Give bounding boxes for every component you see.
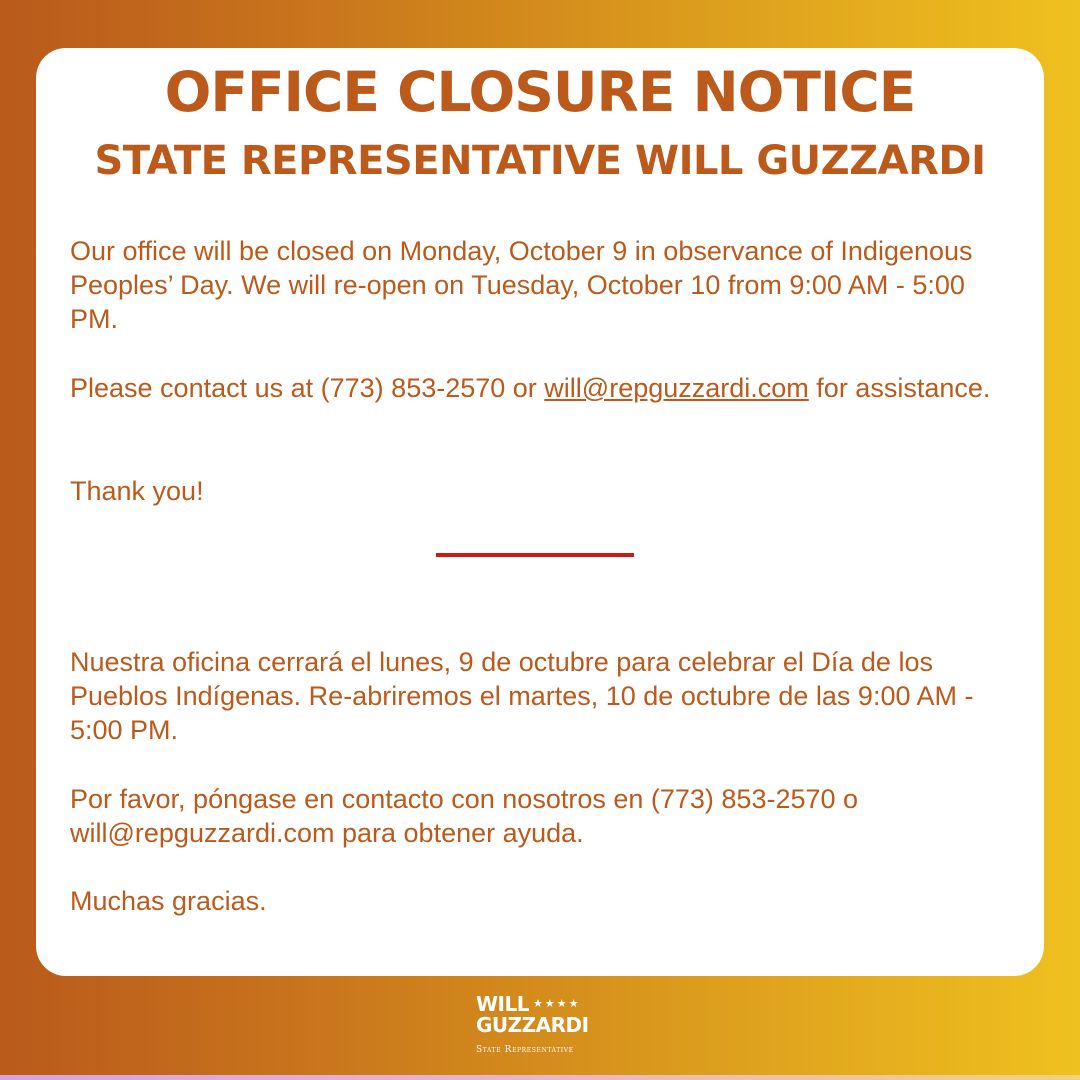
spanish-closure-text: Nuestra oficina cerrará el lunes, 9 de octubre para celebrar el Día de los Pueblos Indígenas. Re-abriremos el martes, 10 de octubre de las 9:00 AM - 5:00 PM. <box>70 647 974 745</box>
logo-first-line <box>476 994 606 1014</box>
english-thanks-text: Thank you! <box>70 476 204 506</box>
page-subtitle: STATE REPRESENTATIVE WILL GUZZARDI <box>94 138 986 184</box>
notice-card <box>36 48 1044 976</box>
english-contact-prefix: Please contact us at (773) 853-2570 or <box>70 373 545 403</box>
english-closure-text: Our office will be closed on Monday, October 9 in observance of Indigenous Peoples’ Day. We will re-open on Tuesday, October 10 from 9:00 AM - 5:00 PM. <box>70 236 973 334</box>
logo-word-will: WILL <box>476 992 529 1016</box>
star-icon: ★★★★ <box>533 997 581 1010</box>
will-guzzardi-logo <box>476 994 606 1056</box>
email-link[interactable]: will@repguzzardi.com <box>544 373 809 403</box>
english-contact-suffix: for assistance. <box>808 373 991 403</box>
bottom-accent-strip <box>0 1075 1080 1080</box>
english-contact-text <box>70 371 1020 405</box>
spanish-thanks-text: Muchas gracias. <box>70 886 267 916</box>
spanish-contact-text: Por favor, póngase en contacto con nosotros en (773) 853-2570 o will@repguzzardi.com para obtener ayuda. <box>70 784 859 848</box>
logo-word-guzzardi: GUZZARDI <box>476 1013 589 1037</box>
page-title: OFFICE CLOSURE NOTICE <box>164 60 916 124</box>
logo-tagline: State Representative <box>476 1045 574 1055</box>
section-divider <box>436 553 634 557</box>
